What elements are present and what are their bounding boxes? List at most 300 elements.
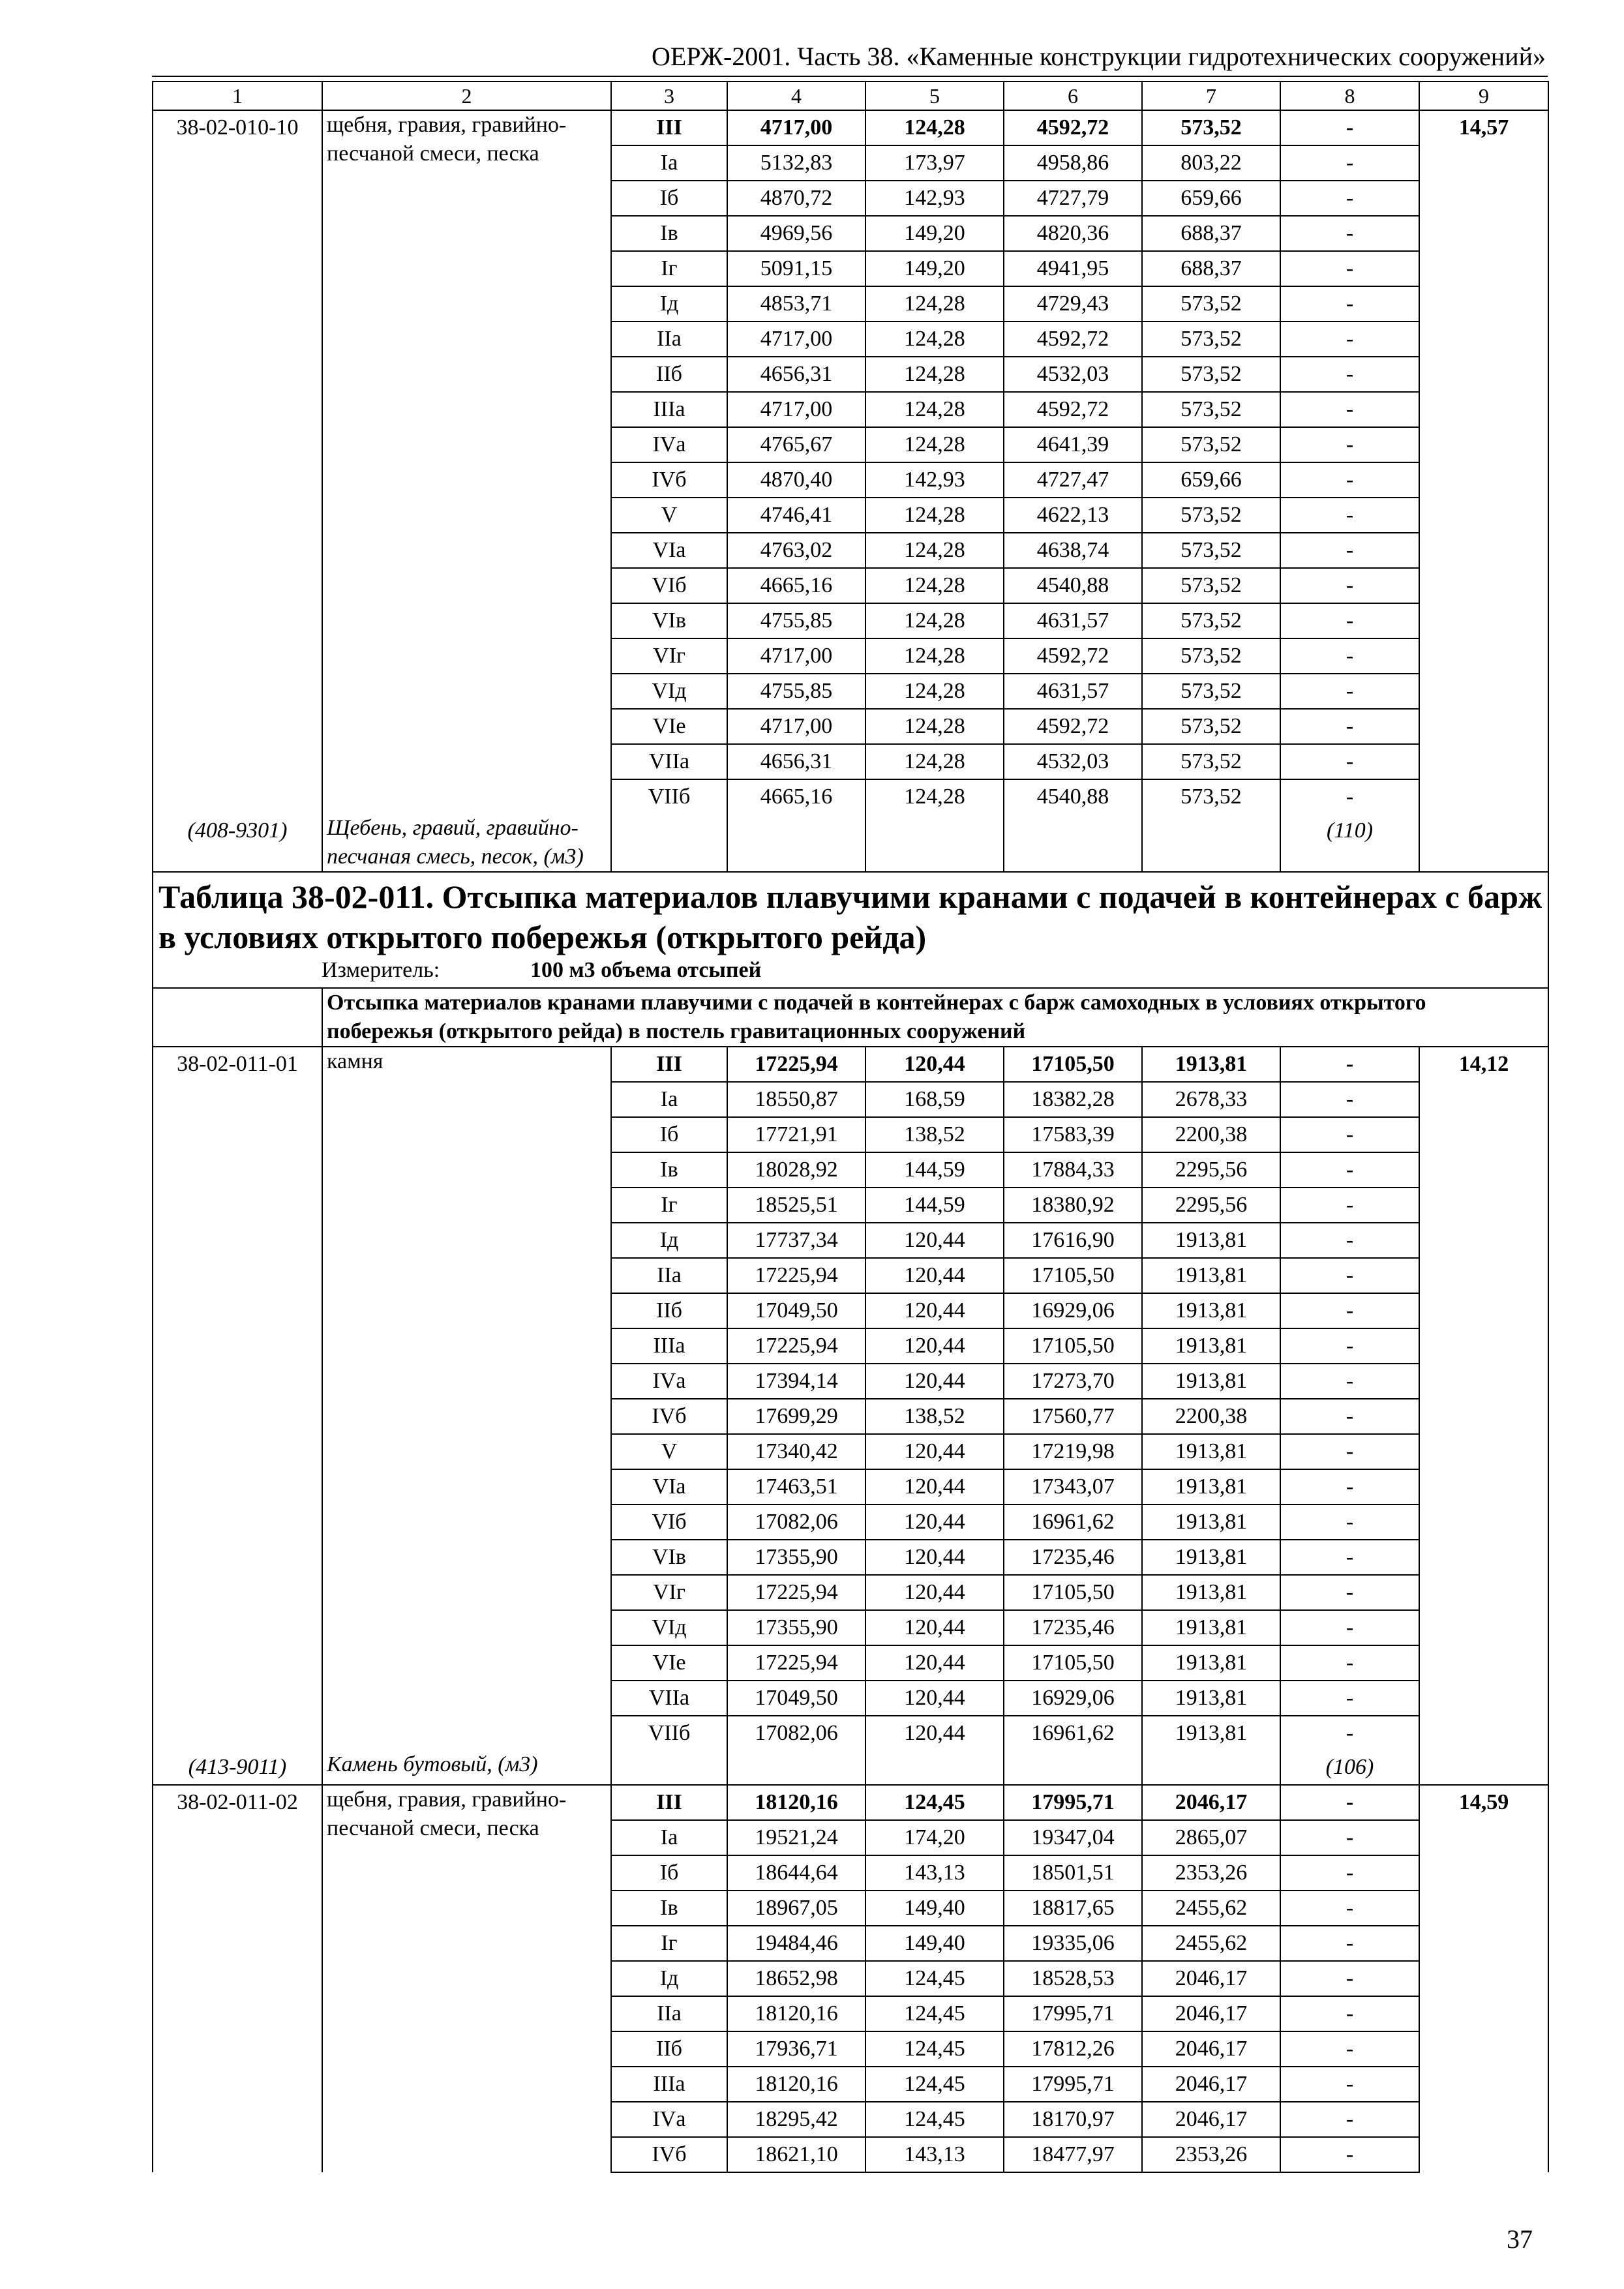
zone-code: IVб: [611, 1399, 727, 1434]
zone-code: IVб: [611, 462, 727, 498]
zone-code: VIе: [611, 1645, 727, 1681]
value-cell: 2200,38: [1142, 1399, 1280, 1434]
value-cell: 18525,51: [727, 1188, 865, 1223]
zone-code: IIб: [611, 357, 727, 392]
resource-row: [153, 1750, 1548, 1785]
zone-code: VIг: [611, 1575, 727, 1610]
value-cell: 17343,07: [1004, 1469, 1142, 1504]
value-cell: 4717,00: [727, 638, 865, 674]
value-cell: 573,52: [1142, 674, 1280, 709]
value-cell: 18652,98: [727, 1961, 865, 1996]
value-cell: 4631,57: [1004, 603, 1142, 638]
zone-code: VIб: [611, 1504, 727, 1540]
value-cell: 120,44: [865, 1716, 1004, 1750]
empty-cell: [865, 814, 1004, 872]
value-cell: 18382,28: [1004, 1082, 1142, 1117]
value-cell: 573,52: [1142, 427, 1280, 462]
zone-code: Iд: [611, 1223, 727, 1258]
value-cell: -: [1280, 568, 1419, 603]
zone-code: V: [611, 1434, 727, 1469]
value-cell: -: [1280, 533, 1419, 568]
value-cell: 17049,50: [727, 1293, 865, 1328]
zone-code: Iб: [611, 1117, 727, 1152]
page-number: 37: [1507, 2224, 1533, 2254]
value-cell: 4717,00: [727, 110, 865, 145]
resource-qty: (110): [1280, 814, 1419, 872]
zone-code: Iб: [611, 181, 727, 216]
table-title-row: [153, 872, 1548, 988]
value-cell: 4969,56: [727, 216, 865, 251]
value-cell: -: [1280, 357, 1419, 392]
value-cell: 120,44: [865, 1575, 1004, 1610]
zone-code: IIIа: [611, 1328, 727, 1364]
value-cell: 17225,94: [727, 1328, 865, 1364]
value-cell: -: [1280, 1855, 1419, 1891]
value-cell: 1913,81: [1142, 1540, 1280, 1575]
table-title: [153, 872, 1548, 988]
zone-code: VIIа: [611, 1681, 727, 1716]
value-cell: 120,44: [865, 1540, 1004, 1575]
value-cell: -: [1280, 1645, 1419, 1681]
value-cell: 18817,65: [1004, 1891, 1142, 1926]
resource-row: [153, 814, 1548, 872]
value-cell: 124,28: [865, 392, 1004, 427]
empty-cell: [153, 988, 322, 1047]
value-cell: -: [1280, 2137, 1419, 2172]
zone-code: Iв: [611, 1891, 727, 1926]
zone-code: Iг: [611, 1926, 727, 1961]
value-cell: 124,28: [865, 322, 1004, 357]
value-cell: 18967,05: [727, 1891, 865, 1926]
work-name: щебня, гравия, гравийно-песчаной смеси, песка: [322, 110, 611, 814]
value-cell: 124,28: [865, 533, 1004, 568]
value-cell: 2046,17: [1142, 2067, 1280, 2102]
value-cell: 17463,51: [727, 1469, 865, 1504]
empty-cell: [727, 814, 865, 872]
value-cell: 16929,06: [1004, 1681, 1142, 1716]
value-cell: 4631,57: [1004, 674, 1142, 709]
value-cell: 143,13: [865, 2137, 1004, 2172]
value-cell: 573,52: [1142, 779, 1280, 814]
value-cell: 573,52: [1142, 322, 1280, 357]
value-cell: 4638,74: [1004, 533, 1142, 568]
value-cell: 17105,50: [1004, 1047, 1142, 1082]
column-number-row: [153, 82, 1548, 110]
value-cell: 573,52: [1142, 498, 1280, 533]
value-cell: -: [1280, 1575, 1419, 1610]
zone-code: Iд: [611, 286, 727, 322]
table-row: [153, 110, 1548, 145]
value-cell: 17721,91: [727, 1117, 865, 1152]
labor-value: 14,57: [1419, 110, 1548, 872]
value-cell: 4870,72: [727, 181, 865, 216]
value-cell: 17105,50: [1004, 1258, 1142, 1293]
zone-code: VIе: [611, 709, 727, 744]
value-cell: -: [1280, 322, 1419, 357]
column-number: 6: [1004, 82, 1142, 110]
value-cell: 17049,50: [727, 1681, 865, 1716]
value-cell: 17394,14: [727, 1364, 865, 1399]
value-cell: 1913,81: [1142, 1504, 1280, 1540]
value-cell: 17995,71: [1004, 1996, 1142, 2031]
zone-code: IIа: [611, 1996, 727, 2031]
value-cell: 149,40: [865, 1926, 1004, 1961]
column-number: 9: [1419, 82, 1548, 110]
value-cell: 124,45: [865, 2031, 1004, 2067]
value-cell: -: [1280, 1891, 1419, 1926]
zone-code: VIд: [611, 674, 727, 709]
value-cell: -: [1280, 2067, 1419, 2102]
zone-code: IIа: [611, 322, 727, 357]
value-cell: -: [1280, 674, 1419, 709]
value-cell: 149,20: [865, 251, 1004, 286]
value-cell: 16961,62: [1004, 1504, 1142, 1540]
value-cell: 5091,15: [727, 251, 865, 286]
zone-code: IIб: [611, 1293, 727, 1328]
empty-cell: [611, 814, 727, 872]
value-cell: 120,44: [865, 1293, 1004, 1328]
value-cell: 17560,77: [1004, 1399, 1142, 1434]
value-cell: 17225,94: [727, 1575, 865, 1610]
zone-code: VIа: [611, 1469, 727, 1504]
value-cell: -: [1280, 1961, 1419, 1996]
column-number: 7: [1142, 82, 1280, 110]
value-cell: 4532,03: [1004, 357, 1142, 392]
value-cell: -: [1280, 1223, 1419, 1258]
value-cell: 17812,26: [1004, 2031, 1142, 2067]
value-cell: 4540,88: [1004, 779, 1142, 814]
value-cell: 124,28: [865, 709, 1004, 744]
running-header: ОЕРЖ-2001. Часть 38. «Каменные конструкции гидротехнических сооружений»: [651, 42, 1546, 71]
measure-line: [158, 957, 1542, 983]
column-number: 1: [153, 82, 322, 110]
value-cell: 2295,56: [1142, 1188, 1280, 1223]
value-cell: 18380,92: [1004, 1188, 1142, 1223]
value-cell: 16929,06: [1004, 1293, 1142, 1328]
empty-cell: [1004, 1750, 1142, 1785]
zone-code: V: [611, 498, 727, 533]
value-cell: 2046,17: [1142, 1996, 1280, 2031]
value-cell: -: [1280, 1293, 1419, 1328]
empty-cell: [1142, 1750, 1280, 1785]
empty-cell: [611, 1750, 727, 1785]
value-cell: 17340,42: [727, 1434, 865, 1469]
value-cell: 19521,24: [727, 1820, 865, 1855]
value-cell: -: [1280, 709, 1419, 744]
value-cell: 5132,83: [727, 145, 865, 181]
value-cell: 4870,40: [727, 462, 865, 498]
value-cell: -: [1280, 110, 1419, 145]
value-cell: 17884,33: [1004, 1152, 1142, 1188]
value-cell: 18120,16: [727, 1785, 865, 1820]
value-cell: 120,44: [865, 1223, 1004, 1258]
value-cell: 17082,06: [727, 1504, 865, 1540]
value-cell: 19335,06: [1004, 1926, 1142, 1961]
value-cell: 120,44: [865, 1328, 1004, 1364]
zone-code: VIIб: [611, 1716, 727, 1750]
value-cell: 4755,85: [727, 674, 865, 709]
value-cell: 1913,81: [1142, 1716, 1280, 1750]
zone-code: Iа: [611, 1082, 727, 1117]
value-cell: -: [1280, 1047, 1419, 1082]
value-cell: 124,45: [865, 2102, 1004, 2137]
value-cell: 120,44: [865, 1258, 1004, 1293]
empty-cell: [1004, 814, 1142, 872]
value-cell: -: [1280, 392, 1419, 427]
column-number: 4: [727, 82, 865, 110]
zone-code: Iг: [611, 251, 727, 286]
value-cell: -: [1280, 1540, 1419, 1575]
value-cell: 124,28: [865, 568, 1004, 603]
value-cell: 120,44: [865, 1504, 1004, 1540]
value-cell: 4622,13: [1004, 498, 1142, 533]
value-cell: 19347,04: [1004, 1820, 1142, 1855]
empty-cell: [1142, 814, 1280, 872]
labor-value: 14,59: [1419, 1785, 1548, 2172]
zone-code: Iб: [611, 1855, 727, 1891]
resource-qty: (106): [1280, 1750, 1419, 1785]
value-cell: 2353,26: [1142, 1855, 1280, 1891]
value-cell: -: [1280, 1785, 1419, 1820]
value-cell: 2046,17: [1142, 1785, 1280, 1820]
value-cell: 803,22: [1142, 145, 1280, 181]
value-cell: 120,44: [865, 1364, 1004, 1399]
value-cell: 120,44: [865, 1047, 1004, 1082]
value-cell: -: [1280, 1117, 1419, 1152]
value-cell: -: [1280, 2102, 1419, 2137]
value-cell: 2353,26: [1142, 2137, 1280, 2172]
value-cell: 1913,81: [1142, 1681, 1280, 1716]
zone-code: III: [611, 1785, 727, 1820]
value-cell: 4729,43: [1004, 286, 1142, 322]
value-cell: 4853,71: [727, 286, 865, 322]
zone-code: III: [611, 110, 727, 145]
value-cell: 4592,72: [1004, 709, 1142, 744]
value-cell: 144,59: [865, 1188, 1004, 1223]
zone-code: IIа: [611, 1258, 727, 1293]
value-cell: -: [1280, 1716, 1419, 1750]
work-name: камня: [322, 1047, 611, 1750]
value-cell: 4665,16: [727, 779, 865, 814]
value-cell: 18170,97: [1004, 2102, 1142, 2137]
value-cell: 1913,81: [1142, 1645, 1280, 1681]
value-cell: 174,20: [865, 1820, 1004, 1855]
value-cell: 2678,33: [1142, 1082, 1280, 1117]
value-cell: 1913,81: [1142, 1364, 1280, 1399]
value-cell: 16961,62: [1004, 1716, 1142, 1750]
value-cell: 4656,31: [727, 357, 865, 392]
value-cell: -: [1280, 181, 1419, 216]
value-cell: 17235,46: [1004, 1540, 1142, 1575]
value-cell: 17995,71: [1004, 2067, 1142, 2102]
value-cell: 17936,71: [727, 2031, 865, 2067]
value-cell: -: [1280, 498, 1419, 533]
value-cell: 17225,94: [727, 1645, 865, 1681]
resource-name: Щебень, гравий, гравийно-песчаная смесь, песок, (м3): [322, 814, 611, 872]
value-cell: -: [1280, 1504, 1419, 1540]
value-cell: 19484,46: [727, 1926, 865, 1961]
value-cell: 124,45: [865, 2067, 1004, 2102]
zone-code: Iв: [611, 1152, 727, 1188]
value-cell: 1913,81: [1142, 1047, 1280, 1082]
rates-table: [152, 81, 1549, 2173]
value-cell: 573,52: [1142, 709, 1280, 744]
table-title-text: Таблица 38-02-011. Отсыпка материалов плавучими кранами с подачей в контейнерах с барж в условиях открытого побережья (открытого рейда): [158, 878, 1542, 955]
value-cell: 1913,81: [1142, 1575, 1280, 1610]
zone-code: IVа: [611, 2102, 727, 2137]
value-cell: 1913,81: [1142, 1223, 1280, 1258]
value-cell: 17616,90: [1004, 1223, 1142, 1258]
value-cell: 573,52: [1142, 357, 1280, 392]
zone-code: Iг: [611, 1188, 727, 1223]
value-cell: 120,44: [865, 1434, 1004, 1469]
value-cell: 18028,92: [727, 1152, 865, 1188]
value-cell: 1913,81: [1142, 1469, 1280, 1504]
value-cell: -: [1280, 1082, 1419, 1117]
rate-code: 38-02-011-02: [153, 1785, 322, 2172]
resource-code: (413-9011): [153, 1750, 322, 1785]
value-cell: 4592,72: [1004, 110, 1142, 145]
value-cell: 573,52: [1142, 533, 1280, 568]
column-number: 8: [1280, 82, 1419, 110]
value-cell: -: [1280, 145, 1419, 181]
zone-code: VIд: [611, 1610, 727, 1645]
value-cell: 573,52: [1142, 286, 1280, 322]
value-cell: 2455,62: [1142, 1926, 1280, 1961]
value-cell: 149,40: [865, 1891, 1004, 1926]
value-cell: 1913,81: [1142, 1258, 1280, 1293]
value-cell: 4755,85: [727, 603, 865, 638]
value-cell: 573,52: [1142, 603, 1280, 638]
measure-label: Измеритель:: [322, 958, 440, 982]
value-cell: 573,52: [1142, 392, 1280, 427]
value-cell: 2200,38: [1142, 1117, 1280, 1152]
resource-code: (408-9301): [153, 814, 322, 872]
value-cell: 4958,86: [1004, 145, 1142, 181]
measure-value: 100 м3 объема отсыпей: [530, 958, 762, 982]
zone-code: VIв: [611, 1540, 727, 1575]
value-cell: -: [1280, 216, 1419, 251]
value-cell: 138,52: [865, 1117, 1004, 1152]
value-cell: 4727,47: [1004, 462, 1142, 498]
value-cell: 124,28: [865, 779, 1004, 814]
value-cell: 143,13: [865, 1855, 1004, 1891]
value-cell: 4532,03: [1004, 744, 1142, 779]
value-cell: 1913,81: [1142, 1293, 1280, 1328]
value-cell: 17583,39: [1004, 1117, 1142, 1152]
value-cell: 4656,31: [727, 744, 865, 779]
table-subtitle: Отсыпка материалов кранами плавучими с подачей в контейнерах с барж самоходных в условиях открытого побережья (открытого рейда) в постель гравитационных сооружений: [322, 988, 1548, 1047]
value-cell: 124,28: [865, 744, 1004, 779]
zone-code: VIв: [611, 603, 727, 638]
value-cell: -: [1280, 427, 1419, 462]
value-cell: -: [1280, 286, 1419, 322]
value-cell: 17105,50: [1004, 1575, 1142, 1610]
value-cell: 4717,00: [727, 392, 865, 427]
value-cell: 4765,67: [727, 427, 865, 462]
rate-code: 38-02-010-10: [153, 110, 322, 814]
value-cell: 18120,16: [727, 2067, 865, 2102]
value-cell: -: [1280, 1926, 1419, 1961]
zone-code: IIб: [611, 2031, 727, 2067]
value-cell: -: [1280, 1364, 1419, 1399]
resource-name: Камень бутовый, (м3): [322, 1750, 611, 1785]
table-row: [153, 1047, 1548, 1082]
value-cell: -: [1280, 1152, 1419, 1188]
value-cell: -: [1280, 1258, 1419, 1293]
value-cell: -: [1280, 1610, 1419, 1645]
value-cell: 4820,36: [1004, 216, 1142, 251]
zone-code: IIIа: [611, 2067, 727, 2102]
value-cell: 18120,16: [727, 1996, 865, 2031]
value-cell: 17219,98: [1004, 1434, 1142, 1469]
zone-code: VIIб: [611, 779, 727, 814]
column-number: 3: [611, 82, 727, 110]
value-cell: -: [1280, 251, 1419, 286]
value-cell: -: [1280, 1469, 1419, 1504]
value-cell: 573,52: [1142, 744, 1280, 779]
value-cell: 2295,56: [1142, 1152, 1280, 1188]
value-cell: 4540,88: [1004, 568, 1142, 603]
zone-code: IVб: [611, 2137, 727, 2172]
value-cell: 18528,53: [1004, 1961, 1142, 1996]
value-cell: 4727,79: [1004, 181, 1142, 216]
value-cell: 124,28: [865, 427, 1004, 462]
labor-value: 14,12: [1419, 1047, 1548, 1785]
value-cell: -: [1280, 1820, 1419, 1855]
value-cell: 120,44: [865, 1610, 1004, 1645]
value-cell: 17105,50: [1004, 1645, 1142, 1681]
value-cell: -: [1280, 779, 1419, 814]
zone-code: VIб: [611, 568, 727, 603]
zone-code: Iа: [611, 145, 727, 181]
value-cell: 124,28: [865, 357, 1004, 392]
zone-code: Iа: [611, 1820, 727, 1855]
value-cell: 144,59: [865, 1152, 1004, 1188]
value-cell: 1913,81: [1142, 1610, 1280, 1645]
column-number: 5: [865, 82, 1004, 110]
value-cell: -: [1280, 1996, 1419, 2031]
zone-code: VIIа: [611, 744, 727, 779]
value-cell: 1913,81: [1142, 1328, 1280, 1364]
value-cell: 18295,42: [727, 2102, 865, 2137]
value-cell: 2046,17: [1142, 2102, 1280, 2137]
work-name: щебня, гравия, гравийно-песчаной смеси, песка: [322, 1785, 611, 2172]
value-cell: 17355,90: [727, 1540, 865, 1575]
value-cell: -: [1280, 2031, 1419, 2067]
value-cell: -: [1280, 1681, 1419, 1716]
value-cell: 17737,34: [727, 1223, 865, 1258]
value-cell: 573,52: [1142, 638, 1280, 674]
value-cell: 17225,94: [727, 1047, 865, 1082]
zone-code: VIа: [611, 533, 727, 568]
value-cell: 17699,29: [727, 1399, 865, 1434]
value-cell: -: [1280, 744, 1419, 779]
value-cell: -: [1280, 1399, 1419, 1434]
value-cell: 149,20: [865, 216, 1004, 251]
value-cell: 124,28: [865, 674, 1004, 709]
value-cell: 4746,41: [727, 498, 865, 533]
value-cell: 659,66: [1142, 462, 1280, 498]
value-cell: 142,93: [865, 181, 1004, 216]
value-cell: 659,66: [1142, 181, 1280, 216]
value-cell: 2865,07: [1142, 1820, 1280, 1855]
value-cell: 124,45: [865, 1961, 1004, 1996]
value-cell: 17105,50: [1004, 1328, 1142, 1364]
value-cell: 573,52: [1142, 110, 1280, 145]
value-cell: 124,45: [865, 1996, 1004, 2031]
value-cell: 2455,62: [1142, 1891, 1280, 1926]
